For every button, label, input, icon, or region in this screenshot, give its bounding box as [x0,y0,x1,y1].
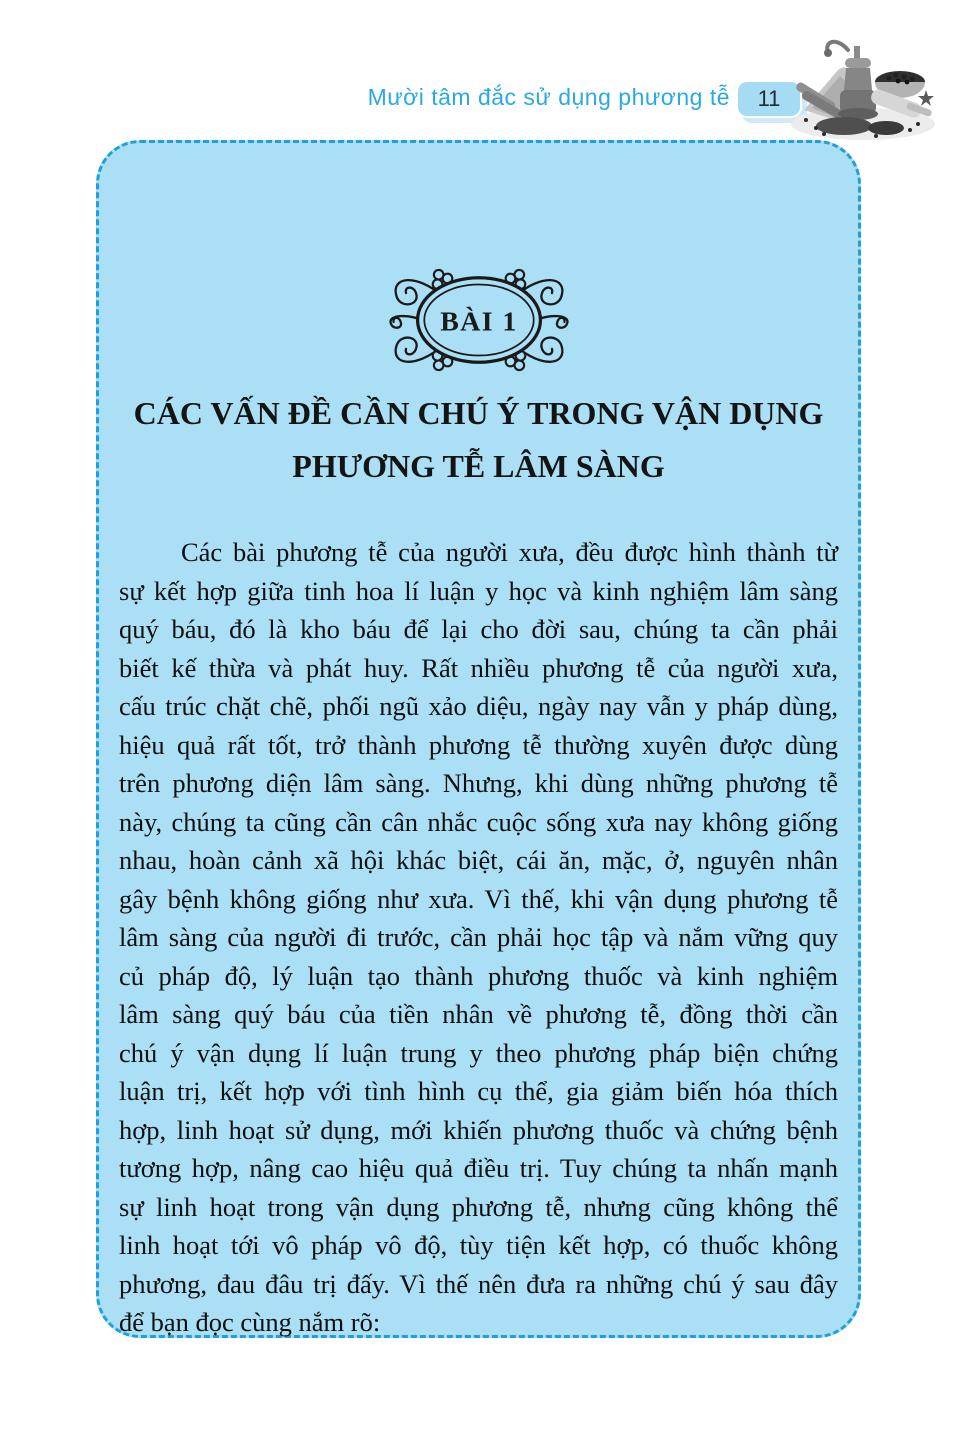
body-line: lâm sàng quý báu của tiền nhân về phương tễ, đồng thời cần [119,999,838,1029]
body-line: trên phương diện lâm sàng. Nhưng, khi dùng những phương tễ [119,768,838,798]
body-line: biết kế thừa và phát huy. Rất nhiều phương tễ của người xưa, [119,652,838,683]
body-line: để bạn đọc cùng nắm rõ: [119,1307,381,1337]
lesson-ornament [383,267,575,373]
body-line: luận trị, kết hợp với tình hình cụ thể, gia giảm biến hóa thích [119,1076,838,1106]
body-line: hợp, linh hoạt sử dụng, mới khiến phương thuốc và chứng bệnh [119,1114,838,1145]
body-line: chú ý vận dụng lí luận trung y theo phương pháp biện chứng [119,1037,838,1068]
lesson-title [107,387,850,493]
body-line: cấu trúc chặt chẽ, phối ngũ xảo diệu, ngày nay vẫn y pháp dùng, [119,691,838,721]
body-line: sự kết hợp giữa tinh hoa lí luận y học và kinh nghiệm lâm sàng [119,575,838,606]
lesson-badge-label: BÀI 1 [439,306,518,338]
body-line: nhau, hoàn cảnh xã hội khác biệt, cái ăn, mặc, ở, nguyên nhân [119,845,838,875]
running-title: Mười tâm đắc sử dụng phương tễ [367,84,730,110]
spices-photo [786,30,940,144]
lesson-title-line1: CÁC VẤN ĐỀ CẦN CHÚ Ý TRONG VẬN DỤNG [133,395,824,431]
lesson-panel [96,140,861,1338]
page-number: 11 [757,86,781,111]
body-line: tương hợp, nâng cao hiệu quả điều trị. Tuy chúng ta nhấn mạnh [119,1153,838,1183]
body-line: hiệu quả rất tốt, trở thành phương tễ thường xuyên được dùng [119,729,838,760]
body-line: củ pháp độ, lý luận tạo thành phương thuốc và kinh nghiệm [119,960,838,991]
lesson-body-paragraph [119,533,838,1342]
body-line: sự linh hoạt trong vận dụng phương tễ, nhưng cũng không thể [119,1191,838,1222]
lesson-title-line2: PHƯƠNG TỄ LÂM SÀNG [292,448,665,484]
body-line: phương, đau đâu trị đấy. Vì thế nên đưa ra những chú ý sau đây [119,1268,838,1299]
body-line: linh hoạt tới vô pháp vô độ, tùy tiện kết hợp, có thuốc không [119,1230,838,1260]
body-line: Các bài phương tễ của người xưa, đều được hình thành từ [181,537,838,567]
body-line: gây bệnh không giống như xưa. Vì thế, khi vận dụng phương tễ [119,883,838,914]
body-line: này, chúng ta cũng cần cân nhắc cuộc sống xưa nay không giống [119,806,838,837]
body-line: quý báu, đó là kho báu để lại cho đời sau, chúng ta cần phải [119,614,838,644]
body-line: lâm sàng của người đi trước, cần phải học tập và nắm vững quy [119,922,838,952]
